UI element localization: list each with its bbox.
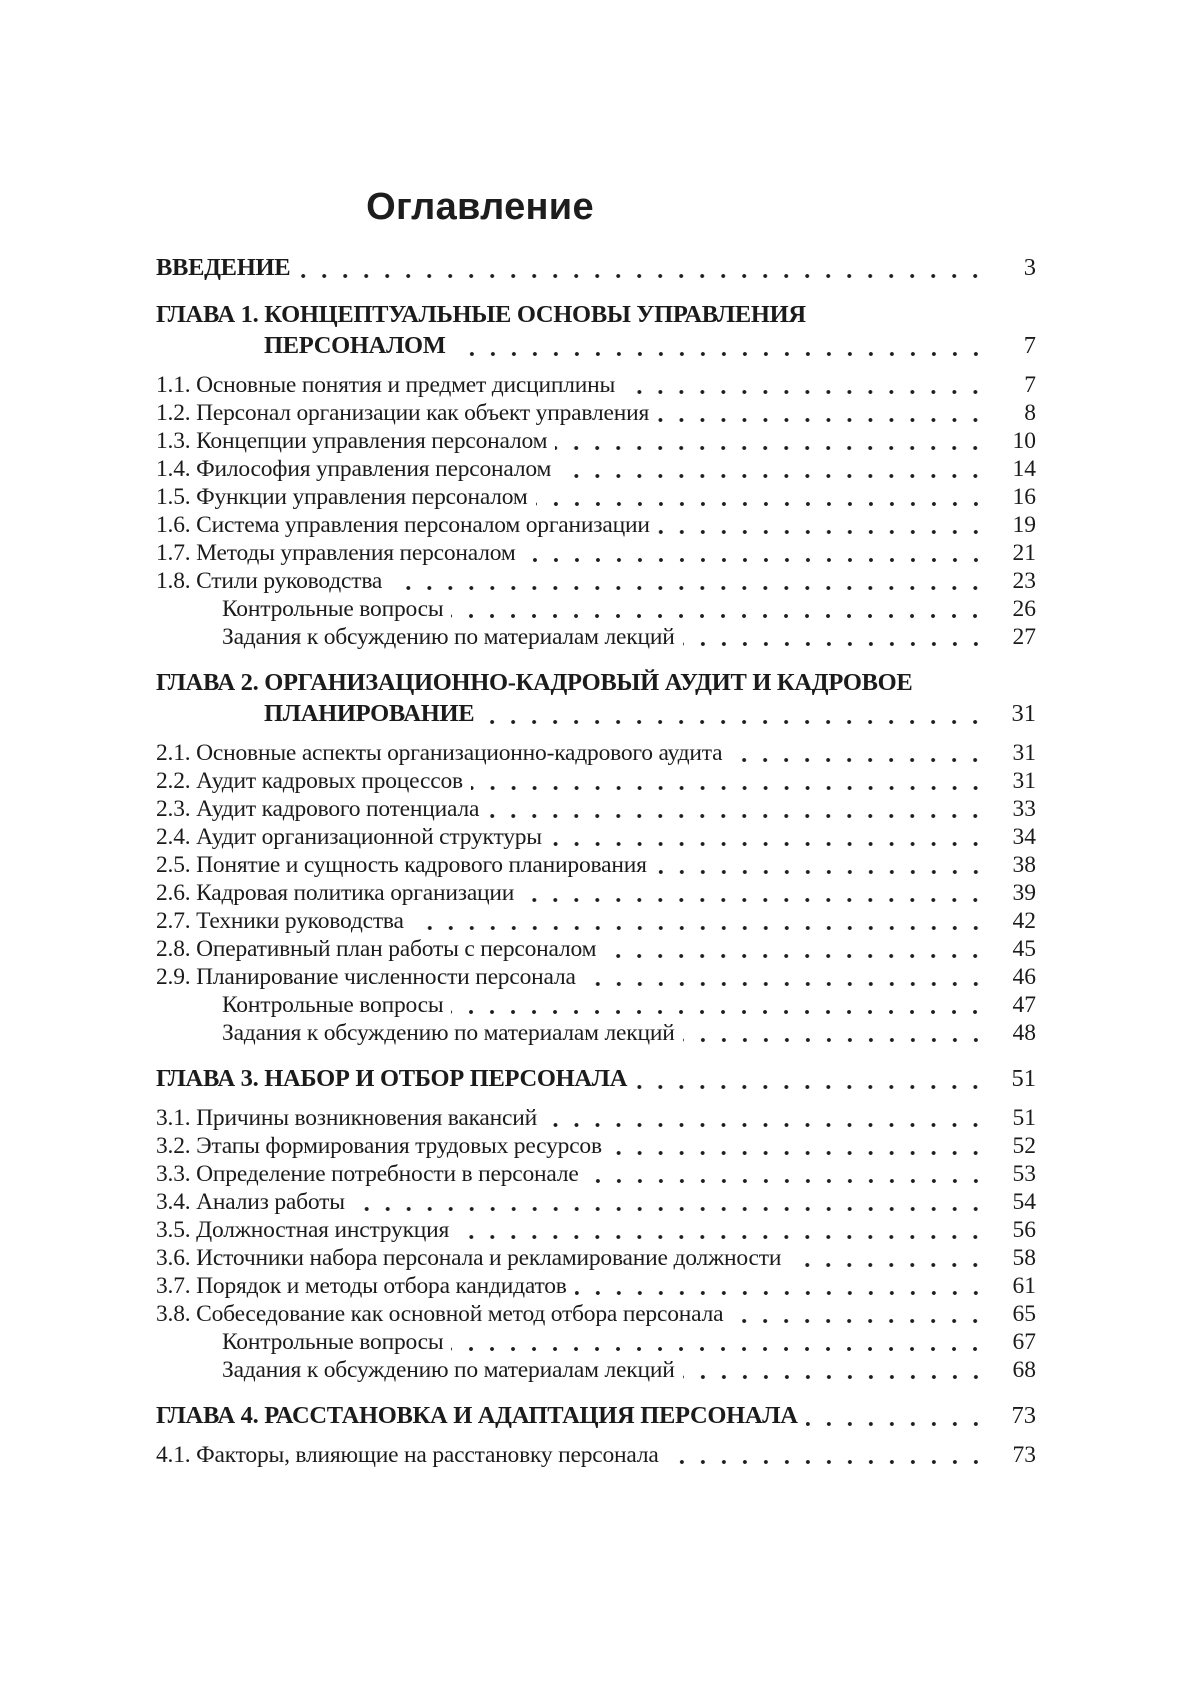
toc-entry-page-number: 31 [1011,700,1036,727]
toc-entry-label: 2.5. Понятие и сущность кадрового планирования [156,852,647,878]
toc-entry [156,1400,1036,1431]
dot-leader-icon [683,1019,988,1047]
toc-entry [156,1160,1036,1188]
dot-leader-icon [667,1441,988,1469]
dot-leader-icon [657,399,988,427]
toc-entry-line1: ГЛАВА 1. КОНЦЕПТУАЛЬНЫЕ ОСНОВЫ УПРАВЛЕНИЯ [156,301,806,328]
dot-leader-icon [610,1132,988,1160]
toc-entry-line1: ГЛАВА 2. ОРГАНИЗАЦИОННО-КАДРОВЫЙ АУДИТ И КАДРОВОЕ [156,669,913,696]
toc-entry [156,879,1036,907]
toc-entry [156,427,1036,455]
toc-entry-page-number: 42 [1012,908,1036,934]
toc-entry-page-number: 73 [1011,1402,1036,1429]
dot-leader-icon [451,1328,988,1356]
toc-entry-label: 2.7. Техники руководства [156,908,404,934]
toc-entry-page-number: 51 [1011,1065,1036,1092]
toc-entry-label: 1.3. Концепции управления персоналом [156,428,548,454]
dot-leader-icon [451,991,988,1019]
toc-entry-page-number: 73 [1012,1442,1036,1468]
toc-entry-label: 2.3. Аудит кадрового потенциала [156,796,480,822]
toc-entry-page-number: 14 [1012,456,1036,482]
toc-entry-page-number: 39 [1012,880,1036,906]
toc-entry [156,907,1036,935]
dot-leader-icon [457,1216,988,1244]
toc-entry [156,299,1036,361]
dot-leader-icon [806,1400,988,1431]
toc-entry-label: ПЕРСОНАЛОМ [264,332,446,359]
toc-entry-page-number: 45 [1012,936,1036,962]
toc-entry-page-number: 27 [1012,624,1036,650]
toc-list [156,252,1036,1469]
toc-entry-label: 3.1. Причины возникновения вакансий [156,1105,538,1131]
toc-entry-page-number: 31 [1012,768,1036,794]
toc-entry-label: Контрольные вопросы [222,992,444,1018]
toc-entry [156,511,1036,539]
toc-entry-label: Задания к обсуждению по материалам лекций [222,1357,675,1383]
toc-entry [156,963,1036,991]
dot-leader-icon [545,1104,988,1132]
toc-entry-label: 2.9. Планирование численности персонала [156,964,576,990]
toc-entry [156,1216,1036,1244]
toc-entry-label: Задания к обсуждению по материалам лекций [222,1020,675,1046]
toc-entry-label: 2.2. Аудит кадровых процессов [156,768,463,794]
toc-entry [156,371,1036,399]
toc-entry-page-number: 61 [1012,1273,1036,1299]
toc-entry-page-number: 65 [1012,1301,1036,1327]
toc-entry-page-number: 51 [1012,1105,1036,1131]
dot-leader-icon [298,252,988,283]
dot-leader-icon [482,698,988,729]
toc-entry [156,539,1036,567]
toc-entry-page-number: 38 [1012,852,1036,878]
dot-leader-icon [353,1188,988,1216]
toc-entry-label: 2.8. Оперативный план работы с персоналом [156,936,597,962]
toc-entry-page-number: 16 [1012,484,1036,510]
toc-entry-label: Контрольные вопросы [222,596,444,622]
dot-leader-icon [730,739,988,767]
toc-entry-label: 1.5. Функции управления персоналом [156,484,528,510]
dot-leader-icon [522,879,988,907]
toc-entry-label: 4.1. Факторы, влияющие на расстановку персонала [156,1442,659,1468]
toc-entry-label: 3.2. Этапы формирования трудовых ресурсов [156,1133,602,1159]
toc-entry-label: 3.7. Порядок и методы отбора кандидатов [156,1273,567,1299]
toc-entry [156,1188,1036,1216]
toc-entry-page-number: 3 [1023,254,1036,281]
toc-entry-page-number: 33 [1012,796,1036,822]
toc-entry-label: 3.4. Анализ работы [156,1189,345,1215]
dot-leader-icon [471,767,988,795]
toc-entry-label: 1.1. Основные понятия и предмет дисциплины [156,372,616,398]
toc-entry-page-number: 19 [1012,512,1036,538]
toc-entry-label: 2.6. Кадровая политика организации [156,880,515,906]
toc-entry-page-number: 52 [1012,1133,1036,1159]
toc-entry [156,767,1036,795]
toc-entry [156,1300,1036,1328]
dot-leader-icon [550,823,988,851]
dot-leader-icon [555,427,988,455]
toc-entry-page-number: 53 [1012,1161,1036,1187]
toc-entry-label: 2.4. Аудит организационной структуры [156,824,542,850]
dot-leader-icon [587,1160,988,1188]
dot-leader-icon [731,1300,988,1328]
dot-leader-icon [487,795,988,823]
toc-entry-page-number: 56 [1012,1217,1036,1243]
toc-entry [156,739,1036,767]
toc-entry-label: Задания к обсуждению по материалам лекций [222,624,675,650]
toc-entry-label: ВВЕДЕНИЕ [156,254,291,281]
dot-leader-icon [584,963,988,991]
toc-entry [156,1244,1036,1272]
toc-entry-label: 1.4. Философия управления персоналом [156,456,552,482]
toc-entry [156,252,1036,283]
dot-leader-icon [575,1272,988,1300]
toc-entry [156,595,1036,623]
toc-entry-page-number: 47 [1012,992,1036,1018]
toc-entry [156,1104,1036,1132]
toc-entry [156,795,1036,823]
toc-entry-page-number: 26 [1012,596,1036,622]
toc-entry-label: ГЛАВА 4. РАССТАНОВКА И АДАПТАЦИЯ ПЕРСОНАЛА [156,1402,798,1429]
toc-entry-page-number: 68 [1012,1357,1036,1383]
dot-leader-icon [412,907,988,935]
dot-leader-icon [789,1244,988,1272]
dot-leader-icon [454,330,988,361]
toc-entry-page-number: 46 [1012,964,1036,990]
toc-entry-page-number: 23 [1012,568,1036,594]
dot-leader-icon [559,455,988,483]
toc-entry-page-number: 34 [1012,824,1036,850]
dot-leader-icon [390,567,988,595]
toc-entry-label: 1.6. Система управления персоналом организации [156,512,650,538]
toc-entry-label: 3.3. Определение потребности в персонале [156,1161,579,1187]
toc-entry-label: 1.2. Персонал организации как объект управления [156,400,650,426]
dot-leader-icon [524,539,988,567]
dot-leader-icon [623,371,988,399]
dot-leader-icon [536,483,988,511]
toc-entry [156,1019,1036,1047]
toc-entry-page-number: 48 [1012,1020,1036,1046]
toc-entry-label: ГЛАВА 3. НАБОР И ОТБОР ПЕРСОНАЛА [156,1065,628,1092]
toc-entry [156,1328,1036,1356]
toc-entry [156,1356,1036,1384]
toc-entry-page-number: 31 [1012,740,1036,766]
toc-entry-label: 1.8. Стили руководства [156,568,383,594]
dot-leader-icon [604,935,988,963]
dot-leader-icon [683,1356,988,1384]
toc-entry-page-number: 8 [1024,400,1036,426]
toc-entry-label: 2.1. Основные аспекты организационно-кадрового аудита [156,740,723,766]
toc-entry [156,823,1036,851]
toc-entry-page-number: 21 [1012,540,1036,566]
toc-entry-page-number: 54 [1012,1189,1036,1215]
toc-entry [156,991,1036,1019]
dot-leader-icon [451,595,988,623]
toc-entry [156,623,1036,651]
toc-entry [156,483,1036,511]
dot-leader-icon [683,623,988,651]
toc-entry-label: 3.8. Собеседование как основной метод отбора персонала [156,1301,724,1327]
toc-entry [156,567,1036,595]
toc-entry [156,667,1036,729]
toc-entry [156,1272,1036,1300]
toc-entry-page-number: 67 [1012,1329,1036,1355]
toc-entry-label: ПЛАНИРОВАНИЕ [264,700,475,727]
toc-entry-page-number: 7 [1024,372,1036,398]
toc-entry [156,851,1036,879]
dot-leader-icon [635,1063,988,1094]
toc-entry-label: 3.6. Источники набора персонала и рекламирование должности [156,1245,782,1271]
dot-leader-icon [658,511,988,539]
toc-entry-label: 1.7. Методы управления персоналом [156,540,516,566]
toc-entry [156,1132,1036,1160]
toc-entry [156,935,1036,963]
toc-entry [156,399,1036,427]
toc-entry-label: 3.5. Должностная инструкция [156,1217,450,1243]
toc-entry-page-number: 58 [1012,1245,1036,1271]
toc-entry [156,1441,1036,1469]
toc-entry-page-number: 10 [1012,428,1036,454]
dot-leader-icon [655,851,988,879]
toc-entry-page-number: 7 [1023,332,1036,359]
toc-entry [156,455,1036,483]
toc-entry-label: Контрольные вопросы [222,1329,444,1355]
page-title: Оглавление [366,186,594,228]
toc-entry [156,1063,1036,1094]
